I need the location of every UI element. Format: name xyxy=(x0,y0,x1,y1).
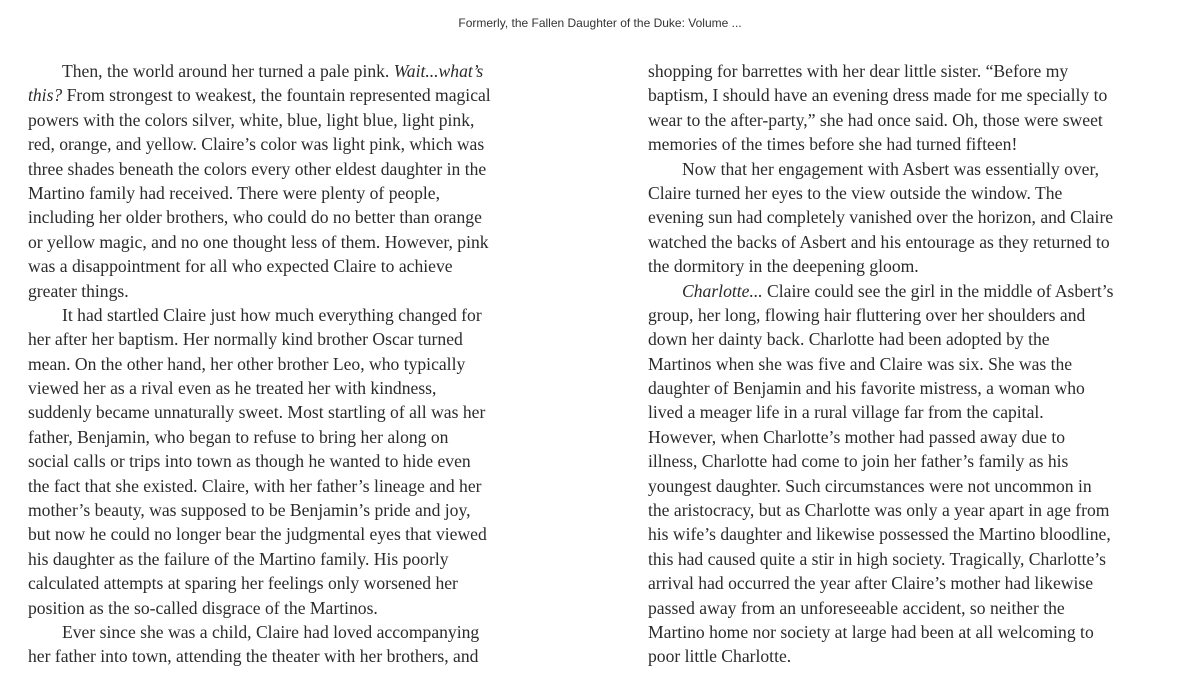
text-segment: was a disappointment for all who expected Claire to achieve xyxy=(28,256,453,277)
italic-text: Charlotte... xyxy=(682,280,763,301)
text-line xyxy=(28,449,554,473)
text-line xyxy=(28,571,554,595)
text-line xyxy=(28,83,554,107)
text-line xyxy=(648,132,1180,156)
text-line xyxy=(648,425,1180,449)
text-segment: baptism, I should have an evening dress made for me specially to xyxy=(648,85,1108,106)
text-segment: Now that her engagement with Asbert was essentially over, xyxy=(682,158,1100,179)
text-segment: red, orange, and yellow. Claire’s color was light pink, which was xyxy=(28,134,485,155)
text-segment: passed away from an unforeseeable accident, so neither the xyxy=(648,597,1065,618)
text-line xyxy=(648,83,1180,107)
text-line xyxy=(28,108,554,132)
text-segment: but now he could no longer bear the judgmental eyes that viewed xyxy=(28,524,487,545)
text-line xyxy=(28,59,554,83)
text-line xyxy=(648,254,1180,278)
text-line xyxy=(28,376,554,400)
text-segment: arrival had occurred the year after Claire’s mother had likewise xyxy=(648,573,1094,594)
text-line xyxy=(648,230,1180,254)
text-line xyxy=(648,400,1180,424)
text-line xyxy=(28,352,554,376)
text-segment: three shades beneath the colors every other eldest daughter in the xyxy=(28,158,487,179)
text-line xyxy=(648,449,1180,473)
text-segment: her father into town, attending the theater with her brothers, and xyxy=(28,646,479,667)
text-line xyxy=(28,644,554,668)
text-line xyxy=(28,547,554,571)
text-segment: calculated attempts at sparing her feelings only worsened her xyxy=(28,573,458,594)
text-line xyxy=(28,181,554,205)
text-column-right xyxy=(648,59,1180,669)
text-segment: youngest daughter. Such circumstances were not uncommon in xyxy=(648,475,1092,496)
text-segment: It had startled Claire just how much everything changed for xyxy=(62,304,482,325)
text-line xyxy=(648,157,1180,181)
text-segment: position as the so-called disgrace of the Martinos. xyxy=(28,597,378,618)
text-segment: evening sun had completely vanished over the horizon, and Claire xyxy=(648,207,1114,228)
text-segment: down her dainty back. Charlotte had been adopted by the xyxy=(648,329,1050,350)
text-segment: Martinos when she was five and Claire was six. She was the xyxy=(648,353,1073,374)
text-segment: Ever since she was a child, Claire had loved accompanying xyxy=(62,621,480,642)
text-segment: However, when Charlotte’s mother had passed away due to xyxy=(648,426,1066,447)
text-segment: his daughter as the failure of the Martino family. His poorly xyxy=(28,548,449,569)
text-line xyxy=(648,547,1180,571)
text-line xyxy=(648,376,1180,400)
text-line xyxy=(648,474,1180,498)
text-line xyxy=(648,327,1180,351)
text-segment: lived a meager life in a rural village far from the capital. xyxy=(648,402,1044,423)
text-segment: group, her long, flowing hair fluttering over her shoulders and xyxy=(648,304,1086,325)
text-segment: poor little Charlotte. xyxy=(648,646,792,667)
text-segment: viewed her as a rival even as he treated her with kindness, xyxy=(28,378,437,399)
text-segment: memories of the times before she had turned fifteen! xyxy=(648,134,1018,155)
text-segment: suddenly became unnaturally sweet. Most startling of all was her xyxy=(28,402,486,423)
text-line xyxy=(648,571,1180,595)
text-line xyxy=(648,181,1180,205)
text-segment: wear to the after-party,” she had once said. Oh, those were sweet xyxy=(648,109,1103,130)
text-line xyxy=(648,522,1180,546)
text-segment: including her older brothers, who could do no better than orange xyxy=(28,207,482,228)
text-segment: the dormitory in the deepening gloom. xyxy=(648,256,919,277)
text-line xyxy=(648,108,1180,132)
text-segment: his wife’s daughter and likewise possessed the Martino bloodline, xyxy=(648,524,1111,545)
text-segment: shopping for barrettes with her dear little sister. “Before my xyxy=(648,61,1069,81)
text-line xyxy=(648,498,1180,522)
text-segment: Claire turned her eyes to the view outside the window. The xyxy=(648,182,1063,203)
text-column-left xyxy=(28,59,554,669)
text-line xyxy=(28,620,554,644)
page-header-title: Formerly, the Fallen Daughter of the Duke: Volume ... xyxy=(458,16,742,30)
text-segment: Claire could see the girl in the middle of Asbert’s xyxy=(762,280,1114,301)
text-segment: this had caused quite a stir in high society. Tragically, Charlotte’s xyxy=(648,548,1107,569)
text-line xyxy=(28,157,554,181)
text-segment: or yellow magic, and no one thought less of them. However, pink xyxy=(28,231,489,252)
text-line xyxy=(28,254,554,278)
text-segment: her after her baptism. Her normally kind brother Oscar turned xyxy=(28,329,463,350)
text-segment: From strongest to weakest, the fountain represented magical xyxy=(62,85,491,106)
text-line xyxy=(28,279,554,303)
text-line xyxy=(648,644,1180,668)
text-segment: mean. On the other hand, her other brother Leo, who typically xyxy=(28,353,466,374)
text-segment: social calls or trips into town as though he wanted to hide even xyxy=(28,451,471,472)
text-segment: mother’s beauty, was supposed to be Benjamin’s pride and joy, xyxy=(28,500,471,521)
text-line xyxy=(648,620,1180,644)
text-segment: daughter of Benjamin and his favorite mistress, a woman who xyxy=(648,378,1085,399)
text-line xyxy=(648,352,1180,376)
text-line xyxy=(648,596,1180,620)
text-line xyxy=(28,596,554,620)
text-line xyxy=(28,205,554,229)
text-line xyxy=(28,327,554,351)
text-segment: Then, the world around her turned a pale pink. xyxy=(62,61,394,81)
text-segment: father, Benjamin, who began to refuse to bring her along on xyxy=(28,426,449,447)
italic-text: Wait...what’s xyxy=(393,61,484,81)
text-line xyxy=(28,425,554,449)
text-segment: watched the backs of Asbert and his entourage as they returned to xyxy=(648,231,1110,252)
text-line xyxy=(28,400,554,424)
text-segment: powers with the colors silver, white, blue, light blue, light pink, xyxy=(28,109,475,130)
text-line xyxy=(648,59,1180,83)
text-segment: Martino family had received. There were plenty of people, xyxy=(28,182,440,203)
text-segment: the aristocracy, but as Charlotte was only a year apart in age from xyxy=(648,500,1110,521)
text-segment: Martino home nor society at large had been at all welcoming to xyxy=(648,621,1094,642)
text-line xyxy=(648,279,1180,303)
text-segment: greater things. xyxy=(28,280,129,301)
text-line xyxy=(28,498,554,522)
text-segment: illness, Charlotte had come to join her father’s family as his xyxy=(648,451,1069,472)
text-line xyxy=(28,132,554,156)
text-line xyxy=(28,474,554,498)
text-line xyxy=(648,205,1180,229)
text-segment: the fact that she existed. Claire, with her father’s lineage and her xyxy=(28,475,482,496)
text-line xyxy=(648,303,1180,327)
text-line xyxy=(28,303,554,327)
italic-text: this? xyxy=(28,85,63,106)
text-line xyxy=(28,522,554,546)
text-line xyxy=(28,230,554,254)
